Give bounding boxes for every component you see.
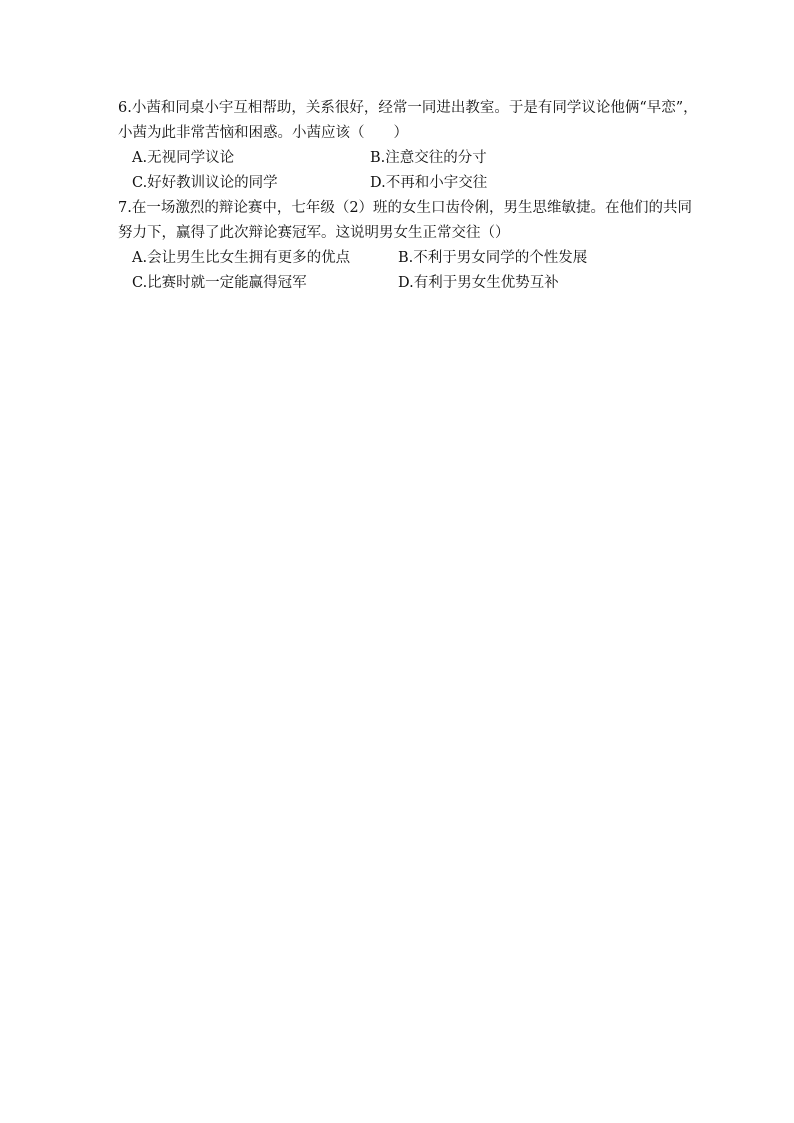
options-row <box>118 146 698 171</box>
option-a: A.无视同学议论 <box>132 150 235 166</box>
question-text-line: 努力下，赢得了此次辩论赛冠军。这说明男女生正常交往（） <box>118 225 510 241</box>
option-d: D.不再和小宇交往 <box>370 175 488 191</box>
option-b: B.注意交往的分寸 <box>370 150 487 166</box>
question-6 <box>118 96 698 196</box>
options-row <box>118 171 698 196</box>
question-text-line: 小茜为此非常苦恼和困惑。小茜应该（ ） <box>118 125 408 141</box>
options-row <box>118 246 698 271</box>
option-d: D.有利于男女生优势互补 <box>398 275 559 291</box>
options-row <box>118 271 698 296</box>
option-c: C.比赛时就一定能赢得冠军 <box>132 275 307 291</box>
option-a: A.会让男生比女生拥有更多的优点 <box>132 250 351 266</box>
question-7 <box>118 196 698 296</box>
option-c: C.好好教训议论的同学 <box>132 175 278 191</box>
question-text-line: 7.在一场激烈的辩论赛中，七年级（2）班的女生口齿伶俐，男生思维敏捷。在他们的共同 <box>118 200 693 216</box>
option-b: B.不利于男女同学的个性发展 <box>398 250 588 266</box>
question-text-line: 6.小茜和同桌小宇互相帮助，关系很好，经常一同进出教室。于是有同学议论他俩“早恋”， <box>118 100 698 116</box>
